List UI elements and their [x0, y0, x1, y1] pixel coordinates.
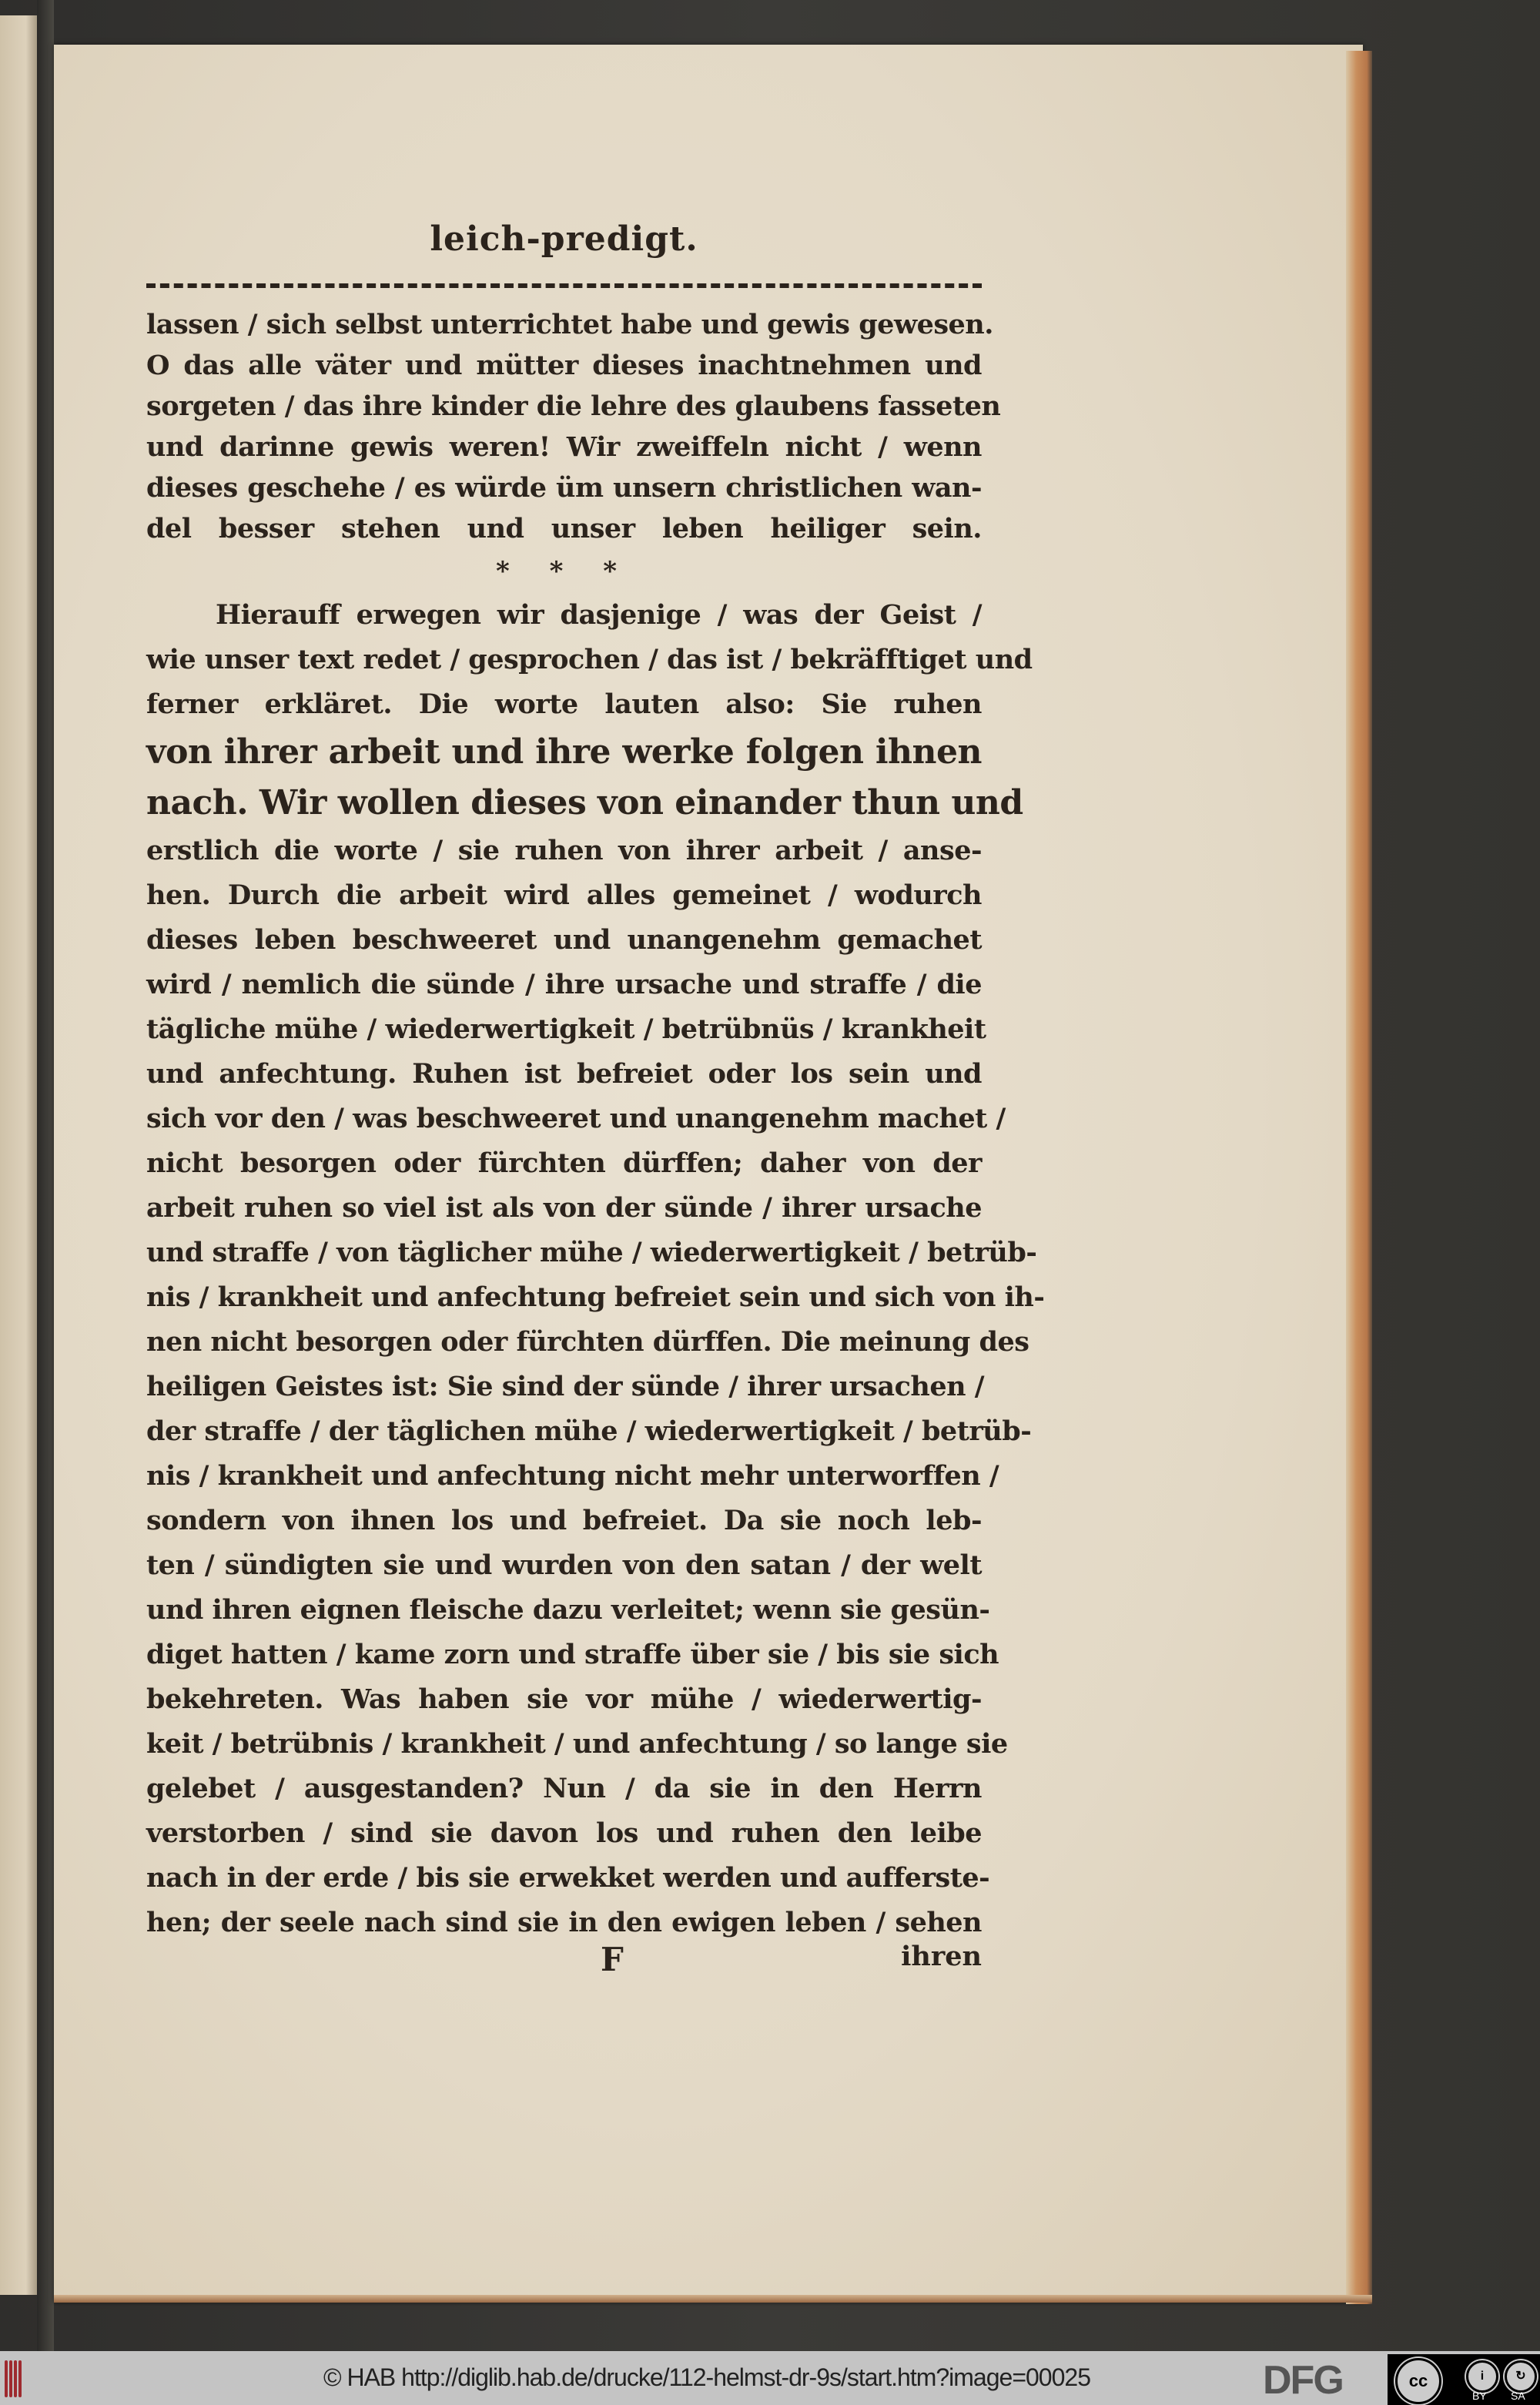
text-line: sich vor den / was beschweeret und unangenehm machet / — [146, 1103, 1006, 1134]
by-label: BY — [1472, 2390, 1487, 2402]
text-line: bekehreten. Was haben sie vor mühe / wiederwertig- — [146, 1683, 982, 1715]
text-line: nis / krankheit und anfechtung befreiet sein und sich von ih- — [146, 1281, 1045, 1313]
footer-bar — [0, 2351, 1540, 2405]
text-line: arbeit ruhen so viel ist als von der sünde / ihrer ursache — [146, 1192, 982, 1224]
by-attribution-icon: i — [1466, 2360, 1498, 2393]
text-line: nach in der erde / bis sie erwekket werden und aufferste- — [146, 1862, 990, 1894]
text-line: erstlich die worte / sie ruhen von ihrer arbeit / anse- — [146, 835, 982, 866]
text-line: hen. Durch die arbeit wird alles gemeinet / wodurch — [146, 879, 982, 911]
paragraph-2 — [146, 593, 1045, 1945]
text-line: del besser stehen und unser leben heiliger sein. — [146, 513, 982, 544]
text-line: und ihren eignen fleische dazu verleitet; wenn sie gesün- — [146, 1594, 990, 1626]
paragraph-1 — [146, 304, 1001, 549]
text-line: der straffe / der täglichen mühe / wiederwertigkeit / betrüb- — [146, 1415, 1032, 1447]
text-line: sorgeten / das ihre kinder die lehre des glaubens fasseten — [146, 390, 1001, 422]
page-fore-edge — [1346, 51, 1372, 2304]
cc-by-sa-license-badge[interactable] — [1388, 2354, 1540, 2405]
cc-icon: cc — [1395, 2358, 1441, 2404]
text-line: und anfechtung. Ruhen ist befreiet oder los sein und — [146, 1058, 982, 1090]
text-line: wie unser text redet / gesprochen / das ist / bekräfftiget und — [146, 644, 1033, 675]
text-line: tägliche mühe / wiederwertigkeit / betrübnüs / krankheit — [146, 1013, 986, 1045]
hab-logo-icon — [5, 2360, 22, 2397]
catchword: ihren — [901, 1941, 982, 1972]
text-line: keit / betrübnis / krankheit / und anfechtung / so lange sie — [146, 1728, 1008, 1760]
text-line: O das alle väter und mütter dieses inachtnehmen und — [146, 350, 982, 381]
text-line: Hierauff erwegen wir dasjenige / was der Geist / — [216, 599, 982, 631]
text-line: ferner erkläret. Die worte lauten also: Sie ruhen — [146, 688, 982, 720]
dfg-logo: DFG — [1263, 2358, 1343, 2403]
sa-share-alike-icon: ↻ — [1505, 2360, 1537, 2393]
text-line: nicht besorgen oder fürchten dürffen; daher von der — [146, 1147, 982, 1179]
text-line: nis / krankheit und anfechtung nicht mehr unterworffen / — [146, 1460, 999, 1492]
text-line: lassen / sich selbst unterrichtet habe und gewis gewesen. — [146, 309, 993, 340]
page-bottom-edge — [54, 2295, 1372, 2303]
text-line: verstorben / sind sie davon los und ruhen den leibe — [146, 1817, 982, 1849]
signature-mark: F — [601, 1941, 624, 1978]
text-line: von ihrer arbeit und ihre werke folgen ihnen — [146, 732, 982, 772]
sa-label: SA — [1511, 2390, 1525, 2402]
previous-page-edge — [0, 15, 37, 2295]
text-line: und darinne gewis weren! Wir zweiffeln nicht / wenn — [146, 431, 982, 463]
running-head: leich-predigt. — [430, 219, 698, 259]
text-line: nach. Wir wollen dieses von einander thun und — [146, 783, 1023, 822]
text-line: gelebet / ausgestanden? Nun / da sie in den Herrn — [146, 1773, 982, 1804]
footer-credit-link[interactable]: © HAB http://diglib.hab.de/drucke/112-helmst-dr-9s/start.htm?image=00025 — [323, 2363, 1090, 2391]
text-line: sondern von ihnen los und befreiet. Da sie noch leb- — [146, 1505, 982, 1536]
asterism: * * * — [495, 556, 632, 587]
text-line: und straffe / von täglicher mühe / wiederwertigkeit / betrüb- — [146, 1237, 1037, 1268]
text-line: diget hatten / kame zorn und straffe über sie / bis sie sich — [146, 1639, 999, 1670]
text-line: dieses geschehe / es würde üm unsern christlichen wan- — [146, 472, 982, 504]
text-line: nen nicht besorgen oder fürchten dürffen. Die meinung des — [146, 1326, 1029, 1358]
text-line: hen; der seele nach sind sie in den ewigen leben / sehen — [146, 1907, 982, 1938]
text-line: wird / nemlich die sünde / ihre ursache und straffe / die — [146, 969, 982, 1000]
book-gutter — [37, 0, 54, 2351]
text-line: ten / sündigten sie und wurden von den satan / der welt — [146, 1549, 982, 1581]
text-line: heiligen Geistes ist: Sie sind der sünde / ihrer ursachen / — [146, 1371, 985, 1402]
text-line: dieses leben beschweeret und unangenehm gemachet — [146, 924, 982, 956]
header-rule — [146, 283, 982, 288]
